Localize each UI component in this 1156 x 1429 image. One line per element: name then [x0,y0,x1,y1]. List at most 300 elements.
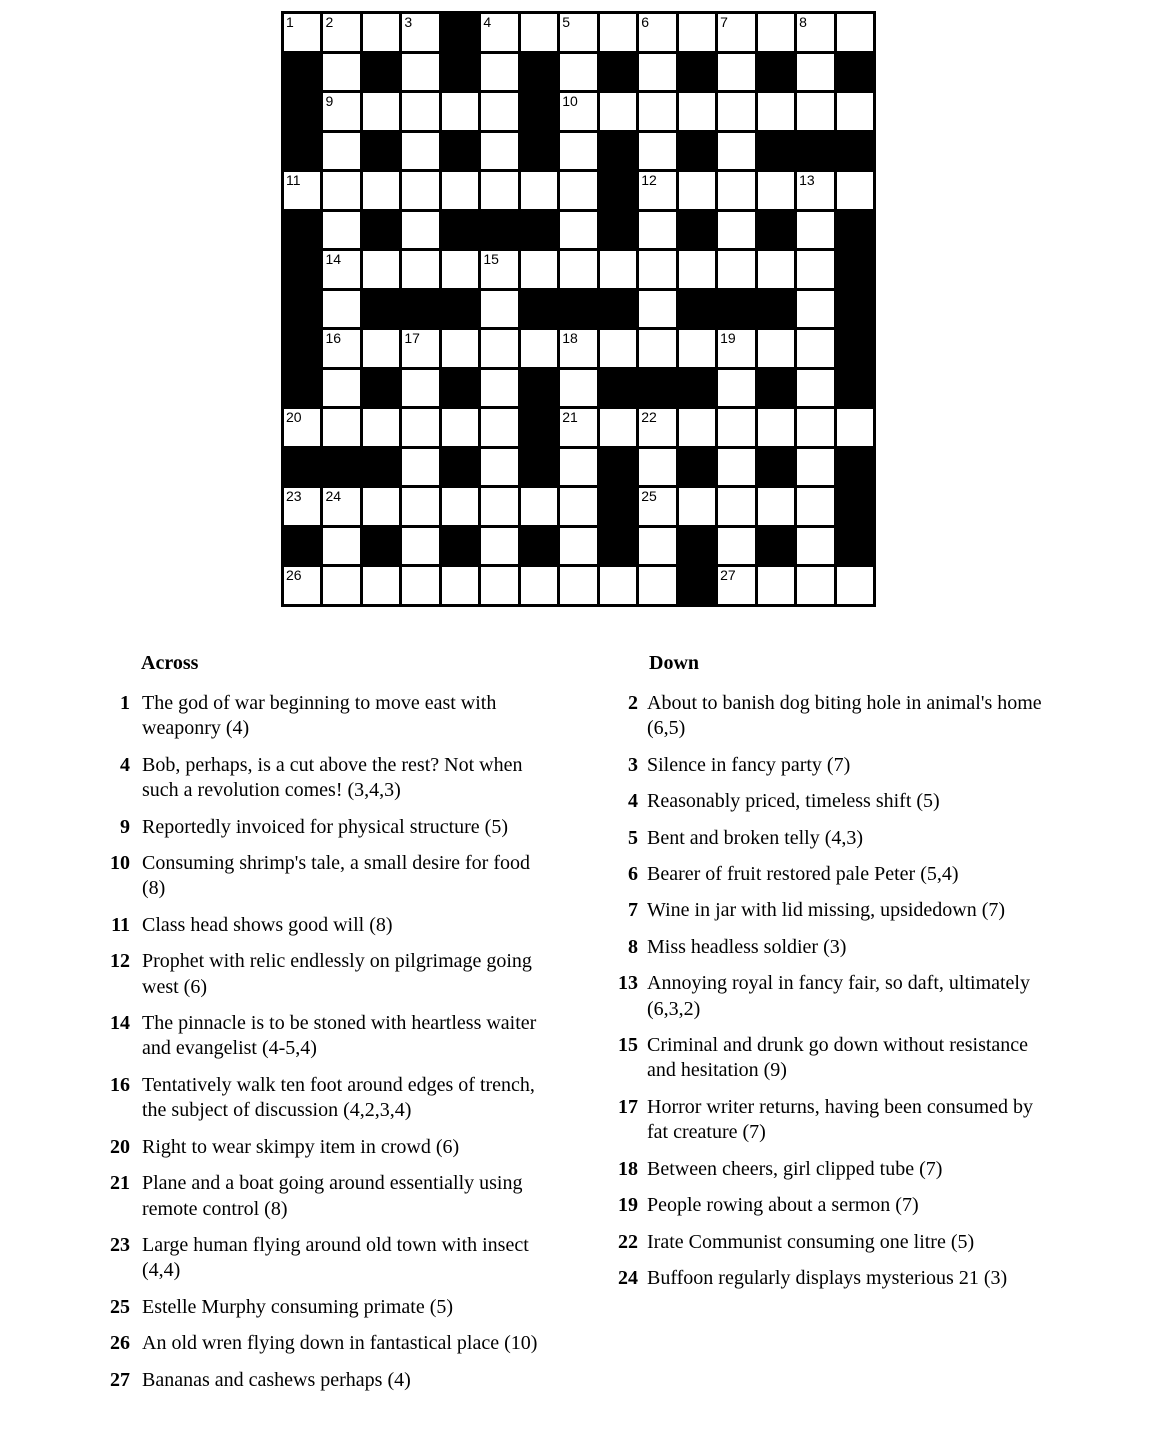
grid-cell[interactable] [521,330,557,367]
grid-cell-black [837,133,873,170]
grid-cell[interactable] [837,14,873,51]
grid-cell-black [679,54,715,91]
grid-cell[interactable] [323,291,359,328]
grid-cell[interactable] [442,330,478,367]
grid-cell-black [521,54,557,91]
clue-number: 10 [110,852,130,875]
clue-item-down-3 [614,753,1064,778]
grid-cell[interactable] [600,251,636,288]
cell-number: 2 [325,14,334,30]
cell-number: 10 [562,93,578,110]
grid-cell[interactable] [718,172,754,209]
grid-cell[interactable] [718,370,754,407]
grid-cell[interactable] [718,93,754,130]
grid-cell[interactable] [718,54,754,91]
clue-item-down-17 [614,1095,1064,1146]
clue-item-down-2 [614,691,1064,742]
grid-cell-black [758,370,794,407]
grid-cell-black [600,528,636,565]
grid-cell[interactable] [797,251,833,288]
grid-cell-black [442,449,478,486]
grid-cell[interactable] [560,54,596,91]
grid-cell[interactable] [521,488,557,525]
grid-cell[interactable] [600,330,636,367]
grid-cell-black [679,291,715,328]
grid-cell-black [284,449,320,486]
grid-cell[interactable] [560,172,596,209]
crossword-grid [281,11,876,607]
grid-cell[interactable] [718,409,754,446]
grid-cell[interactable] [402,449,438,486]
grid-cell-black [600,370,636,407]
grid-cell-black [521,291,557,328]
grid-cell[interactable] [402,212,438,249]
clue-item-across-20 [106,1135,566,1160]
grid-cell[interactable] [560,330,596,367]
clue-item-down-15 [614,1033,1064,1084]
grid-cell[interactable] [284,172,320,209]
grid-cell[interactable] [797,291,833,328]
grid-cell[interactable] [323,14,359,51]
grid-cell[interactable] [402,133,438,170]
grid-cell[interactable] [481,172,517,209]
grid-cell[interactable] [442,251,478,288]
grid-cell[interactable] [284,14,320,51]
clue-number: 12 [110,950,130,973]
grid-cell[interactable] [323,330,359,367]
down-clues-column [614,651,1064,1302]
clue-number: 7 [628,899,638,922]
grid-cell-black [758,528,794,565]
grid-cell[interactable] [521,251,557,288]
grid-cell[interactable] [758,409,794,446]
grid-cell-black [284,528,320,565]
clue-item-across-23 [106,1233,566,1284]
grid-cell[interactable] [600,409,636,446]
cell-number: 16 [325,330,342,347]
grid-cell[interactable] [481,449,517,486]
grid-cell-black [481,212,517,249]
grid-cell-black [837,528,873,565]
grid-cell[interactable] [284,409,320,446]
grid-cell[interactable] [481,330,517,367]
clue-number: 18 [618,1157,638,1180]
clue-item-across-14 [106,1011,566,1062]
grid-cell[interactable] [481,370,517,407]
grid-cell[interactable] [797,370,833,407]
cell-number: 6 [641,14,649,30]
grid-cell[interactable] [323,93,359,130]
cell-number: 17 [404,330,420,347]
grid-cell[interactable] [560,409,596,446]
clue-item-down-13 [614,971,1064,1022]
grid-cell-black [521,212,557,249]
cell-number: 18 [562,330,578,347]
grid-cell[interactable] [284,488,320,525]
clue-text: Tentatively walk ten foot around edges of trench, the subject of discussion (4,2,3,4) [142,1073,535,1122]
clue-item-across-21 [106,1171,566,1222]
grid-cell-black [560,291,596,328]
grid-cell-black [600,212,636,249]
grid-cell[interactable] [560,567,596,604]
grid-cell-black [363,291,399,328]
clue-number: 23 [110,1233,130,1256]
clue-number: 11 [111,913,130,936]
grid-cell-black [600,488,636,525]
grid-cell-black [442,370,478,407]
grid-cell[interactable] [679,251,715,288]
grid-cell-black [600,449,636,486]
grid-cell[interactable] [323,528,359,565]
clue-text: Class head shows good will (8) [142,913,393,936]
grid-cell[interactable] [639,528,675,565]
grid-cell-black [679,370,715,407]
grid-cell[interactable] [284,567,320,604]
grid-cell-black [758,54,794,91]
grid-cell-black [837,251,873,288]
grid-cell-black [442,212,478,249]
clue-number: 8 [628,935,638,958]
grid-cell[interactable] [837,409,873,446]
down-clue-list [614,691,1064,1291]
cell-number: 3 [404,14,413,30]
grid-cell[interactable] [481,409,517,446]
grid-cell-black [758,291,794,328]
clue-number: 15 [618,1034,638,1057]
grid-cell[interactable] [323,133,359,170]
grid-cell-black [442,291,478,328]
grid-cell-black [837,54,873,91]
grid-cell[interactable] [639,251,675,288]
grid-cell[interactable] [718,212,754,249]
grid-cell-black [758,133,794,170]
grid-cell[interactable] [442,172,478,209]
clue-number: 19 [618,1194,638,1217]
grid-cell[interactable] [481,567,517,604]
clue-text: Irate Communist consuming one litre (5) [647,1230,975,1253]
grid-cell-black [797,133,833,170]
grid-cell[interactable] [797,528,833,565]
grid-cell[interactable] [481,133,517,170]
grid-cell[interactable] [718,488,754,525]
grid-cell[interactable] [323,212,359,249]
grid-cell[interactable] [639,330,675,367]
grid-cell-black [442,54,478,91]
clue-number: 2 [628,692,638,714]
clue-number: 26 [110,1332,130,1355]
grid-cell[interactable] [639,54,675,91]
cell-number: 13 [799,172,815,189]
clue-text: Large human flying around old town with insect (4,4) [142,1233,529,1282]
clue-number: 6 [628,863,638,886]
clue-text: Prophet with relic endlessly on pilgrimage going west (6) [142,950,532,998]
grid-cell[interactable] [402,54,438,91]
clue-item-across-12 [106,949,566,1000]
grid-cell[interactable] [797,172,833,209]
clue-number: 17 [618,1095,638,1118]
clue-text: An old wren flying down in fantastical place (10) [142,1332,538,1355]
grid-cell[interactable] [837,172,873,209]
grid-cell[interactable] [797,330,833,367]
grid-cell-black [679,133,715,170]
across-header: Across [141,652,199,674]
cell-number: 11 [286,172,301,189]
grid-cell-black [323,449,359,486]
clue-text: Bearer of fruit restored pale Peter (5,4) [647,863,959,886]
clue-item-down-7 [614,898,1064,923]
clue-number: 4 [120,753,130,776]
grid-cell[interactable] [679,330,715,367]
grid-cell[interactable] [679,409,715,446]
grid-cell[interactable] [481,488,517,525]
grid-cell-black [442,133,478,170]
grid-cell[interactable] [837,567,873,604]
grid-cell[interactable] [402,567,438,604]
grid-cell[interactable] [560,212,596,249]
grid-cell[interactable] [758,14,794,51]
grid-cell[interactable] [363,172,399,209]
grid-cell[interactable] [402,251,438,288]
clue-text: Right to wear skimpy item in crowd (6) [142,1135,460,1158]
cell-number: 23 [286,488,302,505]
grid-cell[interactable] [758,567,794,604]
clue-item-down-24 [614,1266,1064,1291]
grid-cell[interactable] [797,409,833,446]
grid-cell[interactable] [323,567,359,604]
clue-text: Between cheers, girl clipped tube (7) [647,1157,943,1180]
grid-cell[interactable] [797,449,833,486]
grid-cell-black [284,330,320,367]
grid-cell-black [363,133,399,170]
grid-cell[interactable] [521,567,557,604]
grid-cell-black [284,54,320,91]
grid-cell[interactable] [402,14,438,51]
cell-number: 27 [720,567,736,584]
grid-cell[interactable] [639,212,675,249]
grid-cell[interactable] [481,528,517,565]
grid-cell[interactable] [718,14,754,51]
grid-cell[interactable] [679,172,715,209]
grid-cell[interactable] [718,251,754,288]
grid-cell-black [679,567,715,604]
grid-cell-black [284,251,320,288]
clue-item-down-8 [614,935,1064,960]
cell-number: 12 [641,172,657,189]
grid-cell-black [639,370,675,407]
grid-cell-black [521,93,557,130]
grid-cell[interactable] [639,567,675,604]
grid-cell[interactable] [837,93,873,130]
grid-cell[interactable] [639,488,675,525]
grid-cell[interactable] [679,14,715,51]
grid-cell[interactable] [718,528,754,565]
grid-cell-black [600,54,636,91]
grid-cell[interactable] [323,409,359,446]
clue-text: Consuming shrimp's tale, a small desire for food (8) [142,852,530,900]
grid-cell[interactable] [797,567,833,604]
grid-cell[interactable] [481,93,517,130]
grid-cell[interactable] [679,488,715,525]
clue-number: 13 [618,972,638,995]
clue-number: 24 [618,1266,638,1289]
grid-cell-black [521,409,557,446]
grid-cell[interactable] [363,330,399,367]
grid-cell[interactable] [758,251,794,288]
grid-cell[interactable] [521,172,557,209]
grid-cell[interactable] [758,93,794,130]
grid-cell-black [521,370,557,407]
grid-cell[interactable] [639,172,675,209]
grid-cell[interactable] [797,54,833,91]
grid-cell[interactable] [481,54,517,91]
grid-cell[interactable] [363,93,399,130]
clue-number: 27 [110,1368,130,1391]
grid-cell-black [284,291,320,328]
grid-cell[interactable] [363,14,399,51]
clue-item-across-25 [106,1295,566,1320]
clue-number: 14 [110,1012,130,1035]
grid-cell[interactable] [600,14,636,51]
grid-cell[interactable] [363,567,399,604]
clue-number: 25 [110,1295,130,1318]
grid-cell[interactable] [521,14,557,51]
clue-number: 1 [120,692,130,714]
grid-cell[interactable] [718,330,754,367]
grid-cell[interactable] [402,488,438,525]
grid-cell[interactable] [718,567,754,604]
cell-number: 5 [562,14,571,30]
clue-text: Plane and a boat going around essentially using remote control (8) [142,1172,523,1220]
clue-item-across-1 [106,691,566,742]
grid-cell-black [718,291,754,328]
grid-cell[interactable] [679,93,715,130]
grid-cell[interactable] [560,528,596,565]
grid-cell[interactable] [600,567,636,604]
grid-cell-black [284,93,320,130]
grid-cell[interactable] [481,14,517,51]
clue-item-across-4 [106,753,566,804]
cell-number: 8 [799,14,807,30]
down-header: Down [649,652,700,674]
grid-cell[interactable] [481,251,517,288]
clue-number: 21 [110,1172,130,1195]
cell-number: 25 [641,488,657,505]
clue-text: Miss headless soldier (3) [647,935,847,958]
clue-item-across-9 [106,815,566,840]
grid-cell-black [284,212,320,249]
grid-cell-black [837,330,873,367]
grid-cell-black [284,133,320,170]
grid-cell[interactable] [402,172,438,209]
grid-cell[interactable] [797,488,833,525]
grid-cell[interactable] [442,567,478,604]
grid-cell[interactable] [402,528,438,565]
grid-cell[interactable] [797,93,833,130]
grid-cell[interactable] [363,488,399,525]
grid-cell[interactable] [797,212,833,249]
clue-text: About to banish dog biting hole in animal's home (6,5) [647,692,1042,740]
grid-cell[interactable] [797,14,833,51]
cell-number: 4 [483,14,492,30]
cell-number: 20 [286,409,302,426]
grid-cell[interactable] [560,449,596,486]
grid-cell[interactable] [402,409,438,446]
grid-cell[interactable] [758,330,794,367]
grid-cell[interactable] [718,133,754,170]
grid-cell[interactable] [560,251,596,288]
clue-text: Bananas and cashews perhaps (4) [142,1368,411,1391]
grid-cell[interactable] [560,93,596,130]
clue-item-down-4 [614,789,1064,814]
grid-cell[interactable] [639,93,675,130]
grid-cell-black [442,14,478,51]
cell-number: 24 [325,488,342,505]
grid-cell-black [363,212,399,249]
clue-item-across-10 [106,851,566,902]
clue-number: 4 [628,790,638,813]
grid-cell[interactable] [402,93,438,130]
cell-number: 15 [483,251,499,268]
grid-cell[interactable] [758,488,794,525]
clue-text: Bent and broken telly (4,3) [647,826,864,849]
grid-cell[interactable] [718,449,754,486]
grid-cell[interactable] [560,370,596,407]
grid-cell[interactable] [363,251,399,288]
clue-number: 3 [628,753,638,776]
grid-cell-black [679,449,715,486]
grid-cell[interactable] [639,133,675,170]
grid-cell[interactable] [639,449,675,486]
grid-cell[interactable] [560,133,596,170]
grid-cell[interactable] [560,14,596,51]
grid-cell-black [679,528,715,565]
grid-cell[interactable] [481,291,517,328]
grid-cell[interactable] [323,488,359,525]
grid-cell-black [521,528,557,565]
clue-text: Reasonably priced, timeless shift (5) [647,790,940,813]
grid-cell[interactable] [758,172,794,209]
grid-cell[interactable] [560,488,596,525]
grid-cell[interactable] [363,409,399,446]
grid-cell[interactable] [323,251,359,288]
grid-cell[interactable] [600,93,636,130]
grid-cell[interactable] [442,93,478,130]
grid-cell[interactable] [323,370,359,407]
cell-number: 1 [286,14,294,30]
cell-number: 7 [720,14,728,30]
grid-cell[interactable] [323,54,359,91]
grid-cell-black [837,212,873,249]
grid-cell[interactable] [402,330,438,367]
grid-cell-black [521,133,557,170]
grid-cell-black [837,449,873,486]
grid-cell[interactable] [639,291,675,328]
grid-cell-black [837,291,873,328]
clue-text: Buffoon regularly displays mysterious 21 (3) [647,1266,1008,1289]
clue-number: 20 [110,1135,130,1158]
grid-cell[interactable] [442,488,478,525]
clue-text: Annoying royal in fancy fair, so daft, ultimately (6,3,2) [647,972,1030,1020]
grid-cell[interactable] [442,409,478,446]
grid-cell[interactable] [639,14,675,51]
clue-item-down-22 [614,1230,1064,1255]
clue-item-down-5 [614,826,1064,851]
grid-cell[interactable] [639,409,675,446]
grid-cell-black [363,370,399,407]
grid-cell[interactable] [402,370,438,407]
cell-number: 9 [325,93,334,110]
grid-cell[interactable] [323,172,359,209]
